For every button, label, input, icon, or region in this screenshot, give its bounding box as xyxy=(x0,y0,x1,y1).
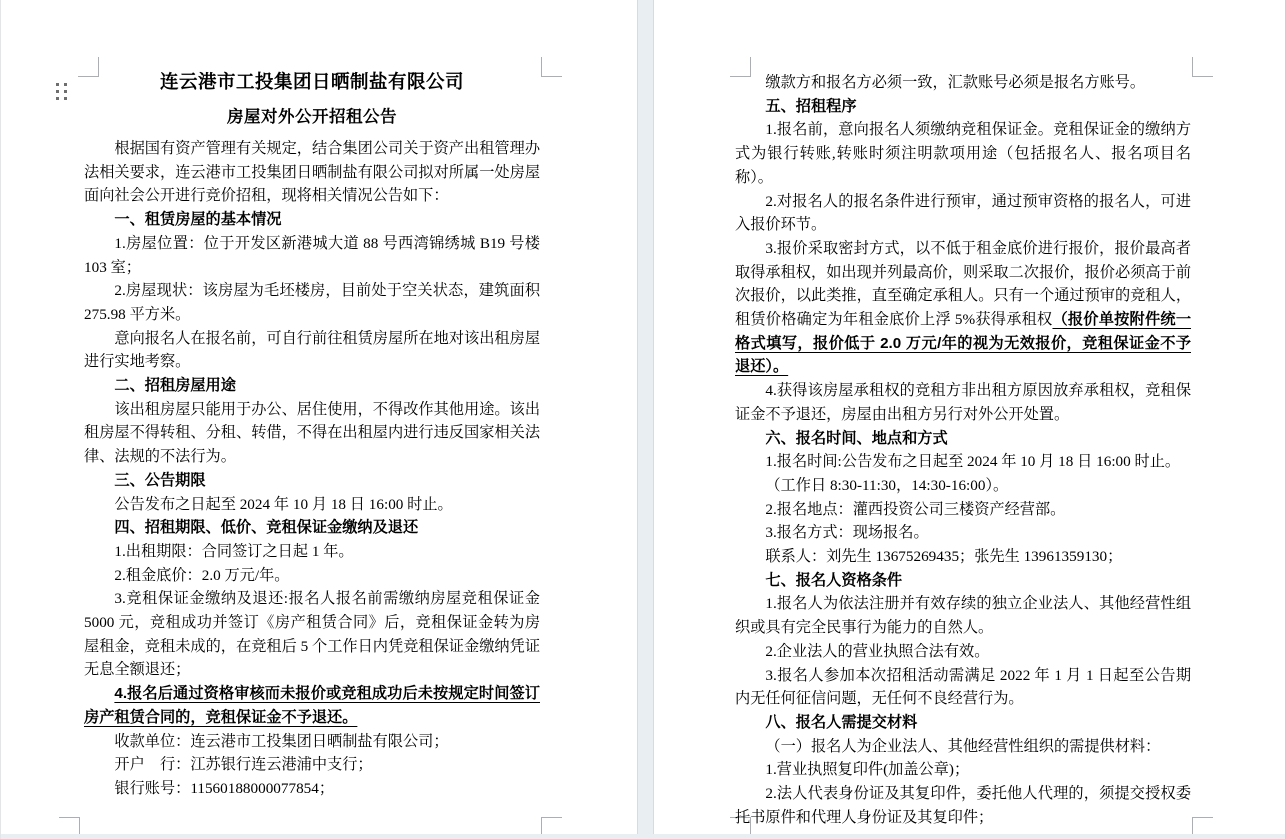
margin-mark-bottom-right xyxy=(1192,817,1213,834)
paragraph: 3.报价采取密封方式，以不低于租金底价进行报价，报价最高者取得承租权，如出现并列最高价，则采取二次报价，报价必须高于前次报价，以此类推，直至确定承租人。只有一个通过预审的竞租人，租赁价格确定为年租金底价上浮 5%获得承租权（报价单按附件统一格式填写，报价低于 2.0 万元/年的视为无效报价，竞租保证金不予退还）。 xyxy=(735,239,1192,376)
paragraph: 2.报名地点：灌西投资公司三楼资产经营部。 xyxy=(765,500,1066,518)
page-1-content xyxy=(84,69,540,801)
doc-title: 连云港市工投集团日晒制盐有限公司 xyxy=(159,71,464,92)
page-2-paragraphs xyxy=(735,71,1191,830)
paragraph: 4.报名后通过资格审核而未报价或竞租成功后未按规定时间签订房产租赁合同的，竞租保证金不予退还。 xyxy=(84,685,540,726)
paragraph: 银行账号：11560188000077854； xyxy=(114,779,335,797)
paragraph: 联系人：刘先生 13675269435；张先生 13961359130； xyxy=(765,548,1123,566)
paragraph: 3.报名方式：现场报名。 xyxy=(765,524,929,542)
paragraph: 1.出租期限：合同签订之日起 1 年。 xyxy=(114,542,354,560)
section-heading: 八、报名人需提交材料 xyxy=(765,713,918,731)
paragraph: 1.营业执照复印件(加盖公章)； xyxy=(765,761,970,779)
paragraph: 3.报名人参加本次招租活动需满足 2022 年 1 月 1 日起至公告期内无任何征信问题，无任何不良经营行为。 xyxy=(735,666,1191,708)
paragraph: （一）报名人为企业法人、其他经营性组织的需提供材料： xyxy=(765,737,1161,755)
paragraph: 2.对报名人的报名条件进行预审，通过预审资格的报名人，可进入报价环节。 xyxy=(735,192,1191,234)
paragraph: 缴款方和报名方必须一致，汇款账号必须是报名方账号。 xyxy=(765,74,1146,91)
paragraph: 开户 行：江苏银行连云港浦中支行； xyxy=(114,756,373,774)
margin-mark-bottom-left xyxy=(59,817,80,834)
paragraph: 3.竞租保证金缴纳及退还:报名人报名前需缴纳房屋竞租保证金 5000 元，竞租成功并签订《房产租赁合同》后，竞租保证金转为房屋租金，竞租未成的，在竞租后 5 个工作日内凭竞租保证金缴纳凭证无息全额退还； xyxy=(84,590,540,679)
paragraph: 收款单位：连云港市工投集团日晒制盐有限公司； xyxy=(114,732,449,750)
paragraph: 该出租房屋只能用于办公、居住使用，不得改作其他用途。该出租房屋不得转租、分租、转借，不得在出租屋内进行违反国家相关法律、法规的不法行为。 xyxy=(84,400,540,466)
paragraph: 2.法人代表身份证及其复印件，委托他人代理的，须提交授权委托书原件和代理人身份证及其复印件； xyxy=(735,785,1191,826)
doc-subtitle: 房屋对外公开招租公告 xyxy=(227,108,397,126)
page-2-content xyxy=(735,71,1191,830)
section-heading: 二、招租房屋用途 xyxy=(114,377,236,395)
section-heading: 三、公告期限 xyxy=(114,471,206,489)
paragraph: 1.报名人为依法注册并有效存续的独立企业法人、其他经营性组织或具有完全民事行为能力的自然人。 xyxy=(735,595,1191,637)
paragraph: 2.企业法人的营业执照合法有效。 xyxy=(765,642,990,660)
paragraph: 根据国有资产管理有关规定，结合集团公司关于资产出租管理办法相关要求，连云港市工投集团日晒制盐有限公司拟对所属一处房屋面向社会公开进行竞价招租，现将相关情况公告如下： xyxy=(84,140,540,205)
section-heading: 六、报名时间、地点和方式 xyxy=(765,429,948,447)
document-page-1 xyxy=(1,0,638,834)
margin-mark-top-right xyxy=(541,57,562,77)
page-1-paragraphs xyxy=(84,137,540,801)
paragraph: 2.租金底价：2.0 万元/年。 xyxy=(114,566,290,584)
document-page-2 xyxy=(653,0,1286,834)
margin-mark-bottom-right xyxy=(541,817,562,834)
paragraph: （工作日 8:30-11:30，14:30-16:00）。 xyxy=(765,476,1009,494)
section-heading: 七、报名人资格条件 xyxy=(765,571,903,589)
paragraph: 1.报名时间:公告发布之日起至 2024 年 10 月 18 日 16:00 时止。 xyxy=(765,453,1181,471)
paragraph: 4.获得该房屋承租权的竞租方非出租方原因放弃承租权，竞租保证金不予退还，房屋由出租方另行对外公开处置。 xyxy=(735,382,1191,423)
section-heading: 四、招租期限、低价、竞租保证金缴纳及退还 xyxy=(114,519,419,537)
paragraph: 2.房屋现状：该房屋为毛坯楼房，目前处于空关状态，建筑面积 275.98 平方米。 xyxy=(84,282,540,323)
paragraph: 公告发布之日起至 2024 年 10 月 18 日 16:00 时止。 xyxy=(114,495,453,513)
paragraph: 1.报名前，意向报名人须缴纳竞租保证金。竞租保证金的缴纳方式为银行转账,转账时须注明款项用途（包括报名人、报名项目名称）。 xyxy=(735,121,1191,186)
paragraph-drag-handle-icon[interactable] xyxy=(56,83,68,101)
section-heading: 五、招租程序 xyxy=(765,97,857,115)
paragraph: 意向报名人在报名前，可自行前往租赁房屋所在地对该出租房屋进行实地考察。 xyxy=(84,329,540,371)
paragraph: 1.房屋位置：位于开发区新港城大道 88 号西湾锦绣城 B19 号楼 103 室； xyxy=(84,234,540,276)
margin-mark-top-right xyxy=(1192,57,1213,77)
section-heading: 一、租赁房屋的基本情况 xyxy=(114,211,282,229)
